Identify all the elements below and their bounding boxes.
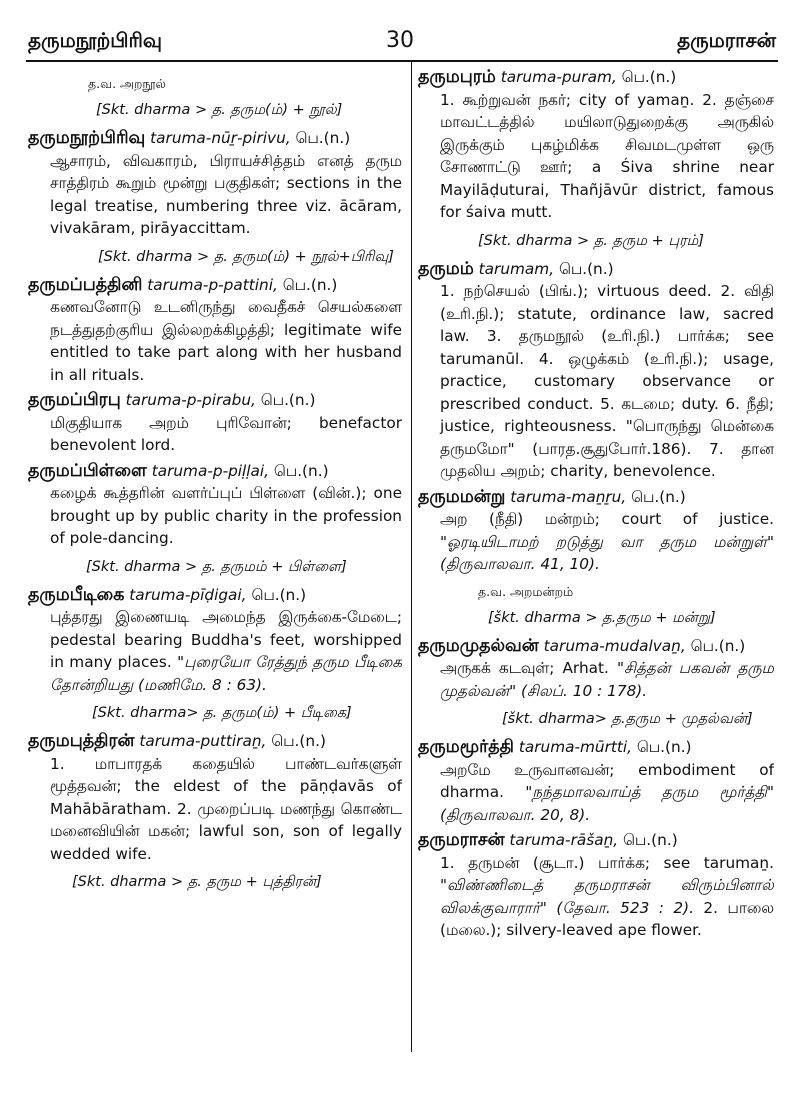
headword: தருமமன்று	[418, 486, 506, 507]
headword: தருமம்	[418, 258, 474, 279]
transliteration: taruma-p-piḷḷai,	[151, 461, 270, 480]
part-of-speech: பெ.(n.)	[631, 487, 686, 506]
definition	[418, 759, 774, 827]
definition: கணவனோடு உடனிருந்து வைதீகச் செயல்களை நடத்துதற்குரிய இல்லறக்கிழத்தி; legitimate wife entitled to take part along with her husband in all rituals.	[50, 298, 402, 384]
dictionary-entry	[28, 389, 402, 457]
transliteration: taruma-mūrtti,	[518, 738, 632, 756]
definition-text: அறமே உருவானவன்; embodiment of dharma.	[440, 760, 774, 801]
headword: தருமபீடிகை	[28, 584, 125, 605]
definition-text: புத்தரது இணையடி அமைந்த இருக்கை-மேடை; pedestal bearing Buddha's feet, worshipped in many places.	[50, 608, 402, 671]
tamil-equivalent: த.வ. அறநூல்	[88, 76, 166, 91]
headword: தருமப்பிரபு	[28, 390, 121, 410]
dictionary-entry	[418, 635, 774, 703]
transliteration: taruma-rāšaṉ,	[509, 831, 619, 849]
headword: தருமபுரம்	[418, 67, 496, 87]
header-rule	[26, 60, 778, 62]
dictionary-entry	[28, 730, 402, 865]
dictionary-entry	[418, 736, 774, 826]
headword: தருமராசன்	[418, 830, 505, 850]
page-number: 30	[386, 28, 414, 53]
headword: தருமமுதல்வன்	[418, 635, 539, 656]
dictionary-entry	[28, 127, 402, 240]
transliteration: taruma-p-pirabu,	[125, 391, 256, 409]
dictionary-entry	[28, 274, 402, 387]
headword: தருமப்பத்தினி	[28, 274, 143, 295]
definition	[28, 606, 402, 696]
transliteration: taruma-nūṟ-pirivu,	[150, 129, 291, 147]
headword: தருமப்பிள்ளை	[28, 460, 147, 481]
citation-quote: "நந்தமாலவாய்த் தரும மூர்த்தி" (திருவாலவா. 20, 8).	[440, 783, 774, 824]
dictionary-entry	[418, 258, 774, 483]
definition: ஆசாரம், விவகாரம், பிராயச்சித்தம் எனத் தரும சாத்திரம் கூறும் மூன்று பகுதிகள்; sections in the legal treatise, numbering three viz. ācāram, vivakāram, pirāyaccittam.	[50, 151, 402, 237]
definition: 1. நற்செயல் (பிங்.); virtuous deed. 2. விதி (உரி.நி.); statute, ordinance law, sacred law. 3. தருமநூல் (உரி.நி.) பார்க்க; see tarumanūl. 4. ஒழுக்கம் (உரி.நி.); usage, practice, customary observance or prescribed conduct. 5. கடமை; duty. 6. நீதி; justice, righteousness. "பொருந்து மென்கை தருமமோ" (பாரத.சூதுபோர்.186). 7. தான முதலிய அறம்; charity, benevolence.	[440, 282, 774, 480]
definition-text: 1. தருமன் (சூடா.) பார்க்க; see tarumaṉ.	[440, 853, 774, 872]
etymology: [Skt. dharma> த. தரும(ம்) + பீடிகை]	[92, 705, 352, 721]
transliteration: taruma-puram,	[500, 68, 617, 86]
transliteration: taruma-maṉṟu,	[510, 487, 627, 506]
etymology: [Skt. dharma > த. தரும + புரம்]	[478, 232, 704, 249]
part-of-speech: பெ.(n.)	[558, 259, 614, 278]
citation-quote: "விண்ணிடைத் தருமராசன் விரும்பினால் விலக்குவாரார்" (தேவா. 523 : 2).	[440, 876, 774, 917]
part-of-speech: பெ.(n.)	[690, 636, 746, 655]
left-guide-word: தருமநூற்பிரிவு	[28, 28, 163, 52]
part-of-speech: பெ.(n.)	[251, 585, 307, 604]
part-of-speech: பெ.(n.)	[623, 831, 678, 849]
citation-quote: "ஓரடியிடாமற் றடுத்து வா தரும மன்றுள்" (திருவாலவா. 41, 10).	[440, 532, 774, 573]
dictionary-entry	[418, 829, 774, 942]
definition-text: 2. பாலை (மலை.); silvery-leaved ape flower.	[440, 898, 774, 939]
part-of-speech: பெ.(n.)	[273, 461, 329, 480]
column-divider	[411, 62, 412, 1052]
transliteration: taruma-pīḍigai,	[129, 585, 247, 604]
definition-text: அற (நீதி) மன்றம்; court of justice.	[440, 510, 774, 528]
citation-quote: "புரையோ ரேத்துந் தரும பீடிகை தோன்றியது (மணிமே. 8 : 63).	[50, 653, 402, 694]
definition	[418, 852, 774, 942]
headword: தருமபுத்திரன்	[28, 731, 135, 751]
part-of-speech: பெ.(n.)	[271, 732, 326, 750]
definition: மிகுதியாக அறம் புரிவோன்; benefactor benevolent lord.	[50, 413, 402, 454]
dictionary-entry	[28, 460, 402, 550]
right-guide-word: தருமராசன்	[677, 28, 776, 52]
tamil-equivalent: த.வ. அறமன்றம்	[478, 583, 574, 599]
etymology: [Skt. dharma > த. தரும(ம்) + நூல்+பிரிவு]	[98, 248, 394, 265]
right-column	[418, 66, 774, 945]
definition	[418, 657, 774, 702]
part-of-speech: பெ.(n.)	[282, 275, 338, 294]
transliteration: taruma-puttiraṉ,	[139, 732, 267, 750]
dictionary-entry	[418, 66, 774, 224]
etymology: [škt. dharma> த.தரும + முதல்வன்]	[502, 711, 753, 727]
part-of-speech: பெ.(n.)	[295, 129, 351, 147]
definition-text: அருகக் கடவுள்; Arhat.	[440, 659, 609, 677]
citation-quote: "சித்தன் பகவன் தரும முதல்வன்" (சிலப். 10 : 178).	[440, 659, 774, 700]
headword: தருமமூர்த்தி	[418, 737, 514, 757]
definition: 1. கூற்றுவன் நகர்; city of yamaṉ. 2. தஞ்சை மாவட்டத்தில் மயிலாடுதுறைக்கு அருகில் இருக்கும் புகழ்மிக்க சிவமடமுள்ள ஒரு சோணாட்டு ஊர்; a Śiva shrine near Mayilāḍuturai, Thañjāvūr district, famous for śaiva mutt.	[440, 90, 774, 221]
page-header	[0, 0, 800, 62]
headword: தருமநூற்பிரிவு	[28, 128, 146, 148]
part-of-speech: பெ.(n.)	[636, 738, 692, 756]
dictionary-entry	[28, 584, 402, 697]
left-column	[28, 66, 402, 899]
part-of-speech: பெ.(n.)	[621, 68, 677, 86]
transliteration: taruma-mudalvaṉ,	[543, 636, 686, 655]
etymology: [Skt. dharma > த. தரும + புத்திரன்]	[72, 874, 322, 890]
definition: கழைக் கூத்தரின் வளர்ப்புப் பிள்ளை (வின்.); one brought up by public charity in the profession of pole-dancing.	[50, 484, 402, 547]
definition: 1. மாபாரதக் கதையில் பாண்டவர்களுள் மூத்தவன்; the eldest of the pāṇḍavās of Mahābāratham. 2. முறைப்படி மணந்து கொண்ட மனைவியின் மகன்; lawful son, son of legally wedded wife.	[50, 754, 402, 863]
dictionary-entry	[418, 486, 774, 576]
transliteration: tarumam,	[478, 259, 555, 278]
etymology: [škt. dharma > த.தரும + மன்று]	[488, 609, 716, 626]
part-of-speech: பெ.(n.)	[260, 391, 316, 409]
etymology: [Skt. dharma > த. தரும(ம்) + நூல்]	[96, 102, 343, 118]
transliteration: taruma-p-pattini,	[147, 275, 278, 294]
etymology: [Skt. dharma > த. தருமம் + பிள்ளை]	[86, 558, 347, 575]
definition	[418, 508, 774, 576]
